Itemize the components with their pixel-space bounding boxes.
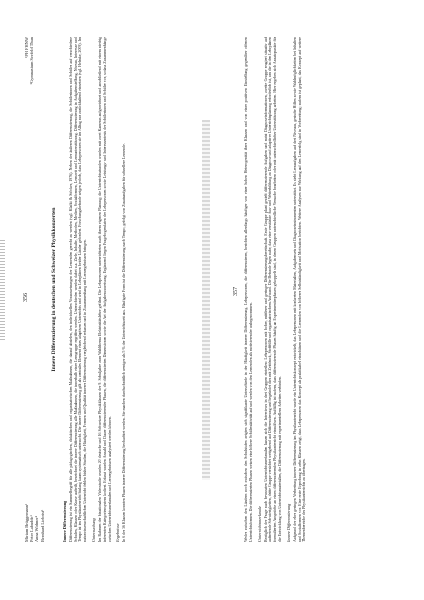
section-heading: Innere Differenzierung <box>285 503 291 542</box>
affiliation: ²Gymnasium Seefeld Thun <box>29 37 35 85</box>
author: Miriam Brüggemann¹ <box>24 503 29 542</box>
author-list <box>24 504 45 542</box>
book-gutter <box>202 120 210 480</box>
paragraph: Aufgrund der eher geringen Verbreitung innerer Differenzierung im Physikunterricht wurde ein Unterrichtskonzept entwickelt, das Lehrpersonen mit konkreten Materialien, Aufgabensets und Diagnoseinstrumenten unterstützt. Es sieht Lernaufgaben auf drei Niveaus, gestufte Hilfen sowie Wahlmöglichkeiten bei Inhalten und Sozialformen vor. Eine erste Erprobung in zehn Klassen zeigt, dass Lehrpersonen das Konzept als praktikabel einschätzen und die Lernenden von höherer Selbstständigkeit und Motivation berichten. Weitere Analysen zur Wirkung auf den Lernerfolg sind in Vorbereitung; zudem ist geplant, das Konzept auf weitere Themenbereiche des Physikunterrichts zu übertragen. <box>292 37 307 542</box>
scan-edge-mark <box>0 240 5 340</box>
affiliation-list <box>24 37 34 84</box>
section-heading: Unterrichtsmerkmale <box>256 506 262 542</box>
page-header <box>234 37 244 542</box>
page-header <box>23 37 45 542</box>
page-number: 357 <box>233 287 239 296</box>
author: Peter Labudde¹ <box>29 515 35 542</box>
paragraph: Weder zwischen den Ländern noch zwischen den Schulstufen zeigten sich signifikante Unterschiede in der Häufigkeit innerer Differenzierung. Lehrpersonen, die differenzieren, berichten allerdings häufiger von einer hohen Heterogenität ihrer Klassen und von einer positiven Einstellung gegenüber offenen Unterrichtsformen. Die differenzierten Phasen weisen eine höhere Schüleraktivität auf und werden von den Lernenden als motivierender wahrgenommen. <box>244 37 253 542</box>
left-page <box>10 0 200 600</box>
section-heading: Untersuchung <box>91 518 97 542</box>
affiliation: ¹PH FHNW <box>24 37 29 58</box>
page-number: 356 <box>23 293 29 302</box>
author: Bernhard Liebrist¹ <box>39 509 45 542</box>
section-heading: Ergebnisse <box>115 523 121 542</box>
paragraph: Im Rahmen der binationalen Videostudie wurden 20 deutsche und 16 Schweizer Physikklassen der 9. Schuljahre zum Wahlthema Elektrizitätslehre gefilmt. Die Lehrpersonen unterrichteten nach ihrem eigenen Planung; die Unterrichtsstunden wurden mit zwei Kameras aufgezeichnet und anschließend mit einem niedrig inferenten Kategoriensystem kodiert. Erfasst wurden Anzahl und Dauer differenzierender Phasen, die differenzierten Dimensionen sowie die Art der Aufgabenzuweisung. Ergänzend liegen Fragebogendaten der Lehrpersonen sowie Leistungs- und Interessentests der Schülerinnen und Schüler vor, sodass Zusammenhänge zwischen Unterrichtsmerkmalen und Lernergebnissen analysiert werden können. <box>97 37 112 542</box>
paragraph: Differenzierung ist ein Sammelbegriff für alle pädagogischen, didaktischen und organisatorischen Maßnahmen, die darauf abzielen, den individuellen Voraussetzungen der Lernenden gerecht zu werden (vgl. Klafki & Stöcker, 1976). Neben der äußeren Differenzierung, die Schülerinnen und Schüler auf verschiedene Schulen, Klassen oder Kurse aufteilt, bezeichnet die innere Differenzierung alle Maßnahmen, die innerhalb einer Lerngruppe ergriffen werden. Unterschieden werden dabei u.a. Ziele, Inhalte, Methoden, Medien, Sozialformen, Lernzeit und Lernunterstützung. Differenzierung in Aufgabenstellung, Niveau, Interesse und Tempo ist im Physikunterricht bislang kaum systematisch untersucht. Die innere Differenzierung gilt als zentrales Element eines adaptiven Unterrichts und wird in Lehrplänen beider Länder gefordert. Forschungsbefunde zeigen jedoch, dass Lehrpersonen sie im Alltag nur zurückhaltend einsetzen (vgl. Helmke, 2009). Im naturwissenschaftlichen Unterricht fehlen bisher Studien, die Häufigkeit, Formen und Qualität innerer Differenzierung vergleichend erfassen und in Zusammenhang mit Lernergebnissen bringen. <box>68 37 88 542</box>
author: Anna Widmer² <box>34 515 40 542</box>
paragraph: In 6 der 36 Klassen konnten Phasen innerer Differenzierung beobachtet werden. Sie machen durchschnittlich weniger als 5 % der Unterrichtszeit aus. Häufigste Form ist die Differenzierung nach Tempo, gefolgt von Zusatzaufgaben für schnellere Lernende. <box>122 143 127 542</box>
right-page <box>220 0 412 600</box>
article-title: Innere Differenzierung in deutschen und Schweizer Physikkonzerten <box>51 207 57 372</box>
section-heading: Innere Differenzierung <box>61 500 67 542</box>
paragraph: Bezüglich der Frage nach bewussten Unterrichtsmerkmalen lassen sich die Interviews in drei Gruppen einteilen: Lehrpersonen mit hoher, mittlerer und geringer Differenzierungsbereitschaft. Erste Gruppe plant gezielt differenzierende Aufgaben und nutzt Diagnoseinformationen, zweite Gruppe reagiert situativ auf auftretende Schwierigkeiten, dritte Gruppe verzichtet weitgehend auf Differenzierung und begründet dies mit Zeitdruck, Stofffülle und organisatorischem Aufwand. Die Befunde legen nahe, dass eine verstärkte Aus- und Weiterbildung zu Diagnose und adaptiver Unterrichtsplanung erforderlich ist, um die in den Lehrplänen formulierten Ansprüche an einen differenzierenden Physikunterricht einzulösen. Auffällig ist zudem, dass differenzierende Phasen häufig an Experimentierphasen gekoppelt sind, in denen Gruppen unterschiedliche Versuche bearbeiten oder mit unterschiedlicher Unterstützung arbeiten. Hier ergeben sich Ansatzpunkte für die Entwicklung von Unterrichtsmaterialien, die Differenzierung mit experimentellem Arbeiten verbinden. <box>263 37 283 542</box>
